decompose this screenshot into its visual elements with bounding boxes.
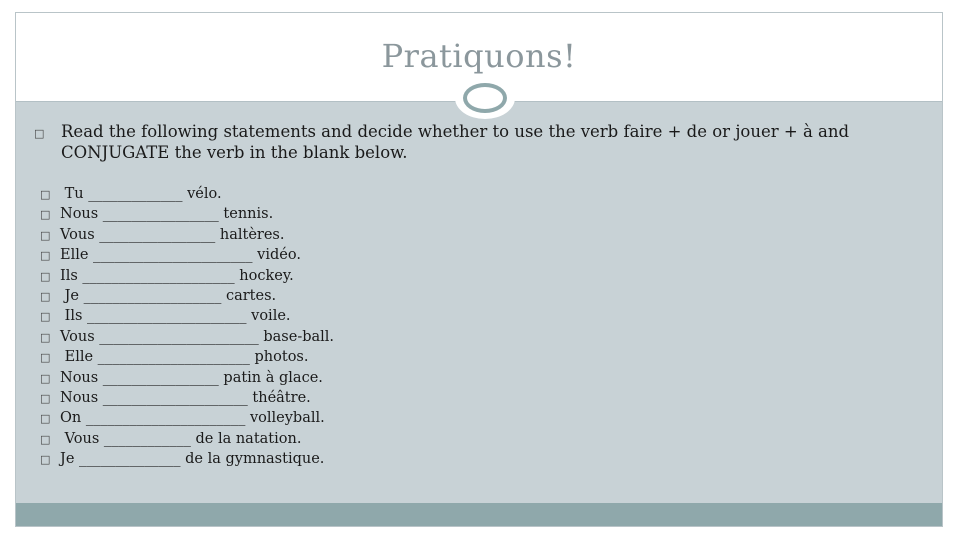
exercise-item-text: Nous ____________________ théâtre.: [60, 389, 311, 406]
checkbox-bullet-icon: □: [40, 391, 51, 405]
instructions-text: Read the following statements and decide whether to use the verb faire + de or jouer + à and CONJUGATE the verb in the blank below.: [61, 122, 850, 162]
checkbox-bullet-icon: □: [40, 351, 51, 365]
exercise-list: [40, 184, 740, 469]
checkbox-bullet-icon: □: [40, 412, 51, 426]
exercise-item-text: Tu _____________ vélo.: [60, 186, 222, 202]
exercise-item-text: Vous ______________________ base-ball.: [60, 328, 335, 345]
checkbox-bullet-icon: □: [40, 269, 51, 283]
exercise-item-text: Ils _____________________ hockey.: [60, 267, 294, 284]
footer-bar: [16, 503, 942, 526]
exercise-item: [40, 184, 740, 204]
exercise-item-text: Ils ______________________ voile.: [60, 308, 291, 325]
exercise-item-text: Elle _____________________ photos.: [60, 349, 309, 366]
exercise-item: [40, 245, 740, 265]
checkbox-bullet-icon: □: [40, 228, 51, 242]
instructions: [34, 121, 914, 162]
exercise-item: [40, 388, 740, 408]
title-divider-circle-icon: [463, 83, 507, 113]
checkbox-bullet-icon: □: [34, 127, 45, 140]
checkbox-bullet-icon: □: [40, 371, 51, 385]
exercise-item-text: Je ______________ de la gymnastique.: [60, 451, 325, 468]
exercise-item: [40, 327, 740, 347]
exercise-item-text: Je ___________________ cartes.: [60, 287, 277, 304]
slide-title: Pratiquons!: [381, 37, 577, 75]
slide: [15, 12, 943, 527]
exercise-item-text: Vous ____________ de la natation.: [60, 430, 302, 447]
exercise-item: [40, 306, 740, 326]
checkbox-bullet-icon: □: [40, 208, 51, 222]
exercise-item: [40, 347, 740, 367]
checkbox-bullet-icon: □: [40, 330, 51, 344]
checkbox-bullet-icon: □: [40, 188, 51, 201]
exercise-item: [40, 225, 740, 245]
checkbox-bullet-icon: □: [40, 432, 51, 446]
checkbox-bullet-icon: □: [40, 289, 51, 303]
exercise-item: [40, 368, 740, 388]
exercise-item: [40, 449, 740, 469]
exercise-item-text: Vous ________________ haltères.: [60, 226, 285, 243]
exercise-item: [40, 204, 740, 224]
exercise-item: [40, 286, 740, 306]
checkbox-bullet-icon: □: [40, 310, 51, 324]
checkbox-bullet-icon: □: [40, 249, 51, 263]
exercise-item-text: Nous ________________ tennis.: [60, 206, 274, 223]
exercise-item: [40, 266, 740, 286]
checkbox-bullet-icon: □: [40, 453, 51, 467]
exercise-item: [40, 408, 740, 428]
exercise-item-text: Elle ______________________ vidéo.: [60, 247, 301, 264]
exercise-item: [40, 429, 740, 449]
exercise-item-text: On ______________________ volleyball.: [60, 410, 325, 427]
exercise-item-text: Nous ________________ patin à glace.: [60, 369, 323, 386]
